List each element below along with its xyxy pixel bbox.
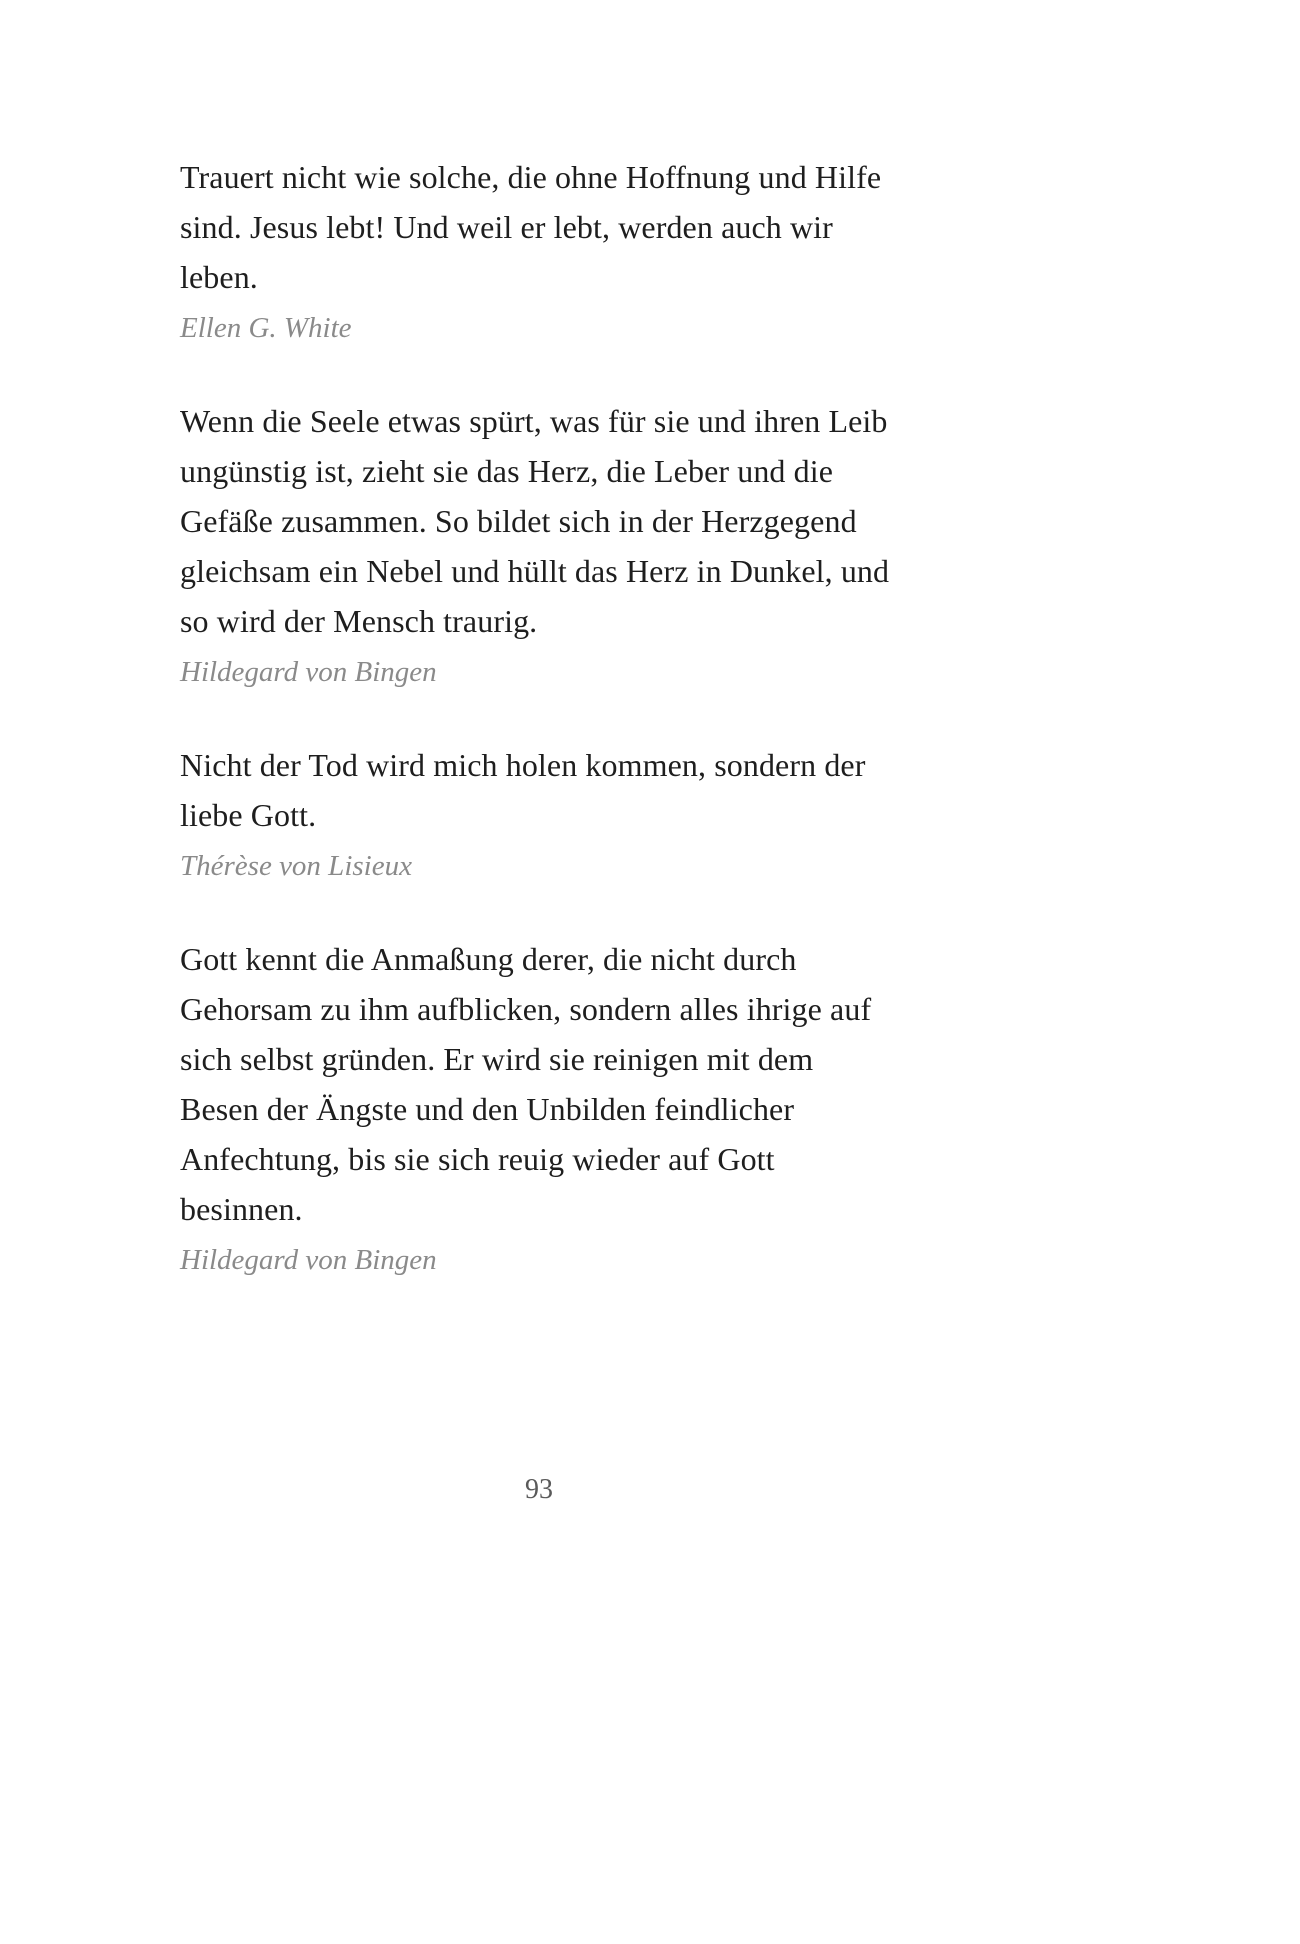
quote-text: Gott kennt die Anmaßung derer, die nicht durch Gehorsam zu ihm aufblicken, sondern alles ihrige auf sich selbst gründen. Er wird sie reinigen mit dem Besen der Ängste und den Unbilden feindlicher Anfechtung, bis sie sich reuig wieder auf Gott besinnen. bbox=[180, 941, 872, 1227]
quote-author: Hildegard von Bingen bbox=[180, 656, 437, 688]
quote-block-4 bbox=[180, 934, 898, 1283]
quote-text: Trauert nicht wie solche, die ohne Hoffnung und Hilfe sind. Jesus lebt! Und weil er lebt, werden auch wir leben. bbox=[180, 159, 882, 295]
page-number: 93 bbox=[525, 1474, 553, 1505]
quote-text: Nicht der Tod wird mich holen kommen, sondern der liebe Gott. bbox=[180, 747, 866, 833]
quote-author: Ellen G. White bbox=[180, 312, 352, 344]
quote-text: Wenn die Seele etwas spürt, was für sie und ihren Leib ungünstig ist, zieht sie das Herz, die Leber und die Gefäße zusammen. So bildet sich in der Herzgegend gleichsam ein Nebel und hüllt das Herz in Dunkel, und so wird der Mensch traurig. bbox=[180, 403, 890, 639]
quote-author: Hildegard von Bingen bbox=[180, 1244, 437, 1276]
quote-author: Thérèse von Lisieux bbox=[180, 850, 412, 882]
page-content bbox=[180, 152, 898, 1328]
quote-block-2 bbox=[180, 396, 898, 695]
quote-block-1 bbox=[180, 152, 898, 351]
quote-block-3 bbox=[180, 740, 898, 889]
